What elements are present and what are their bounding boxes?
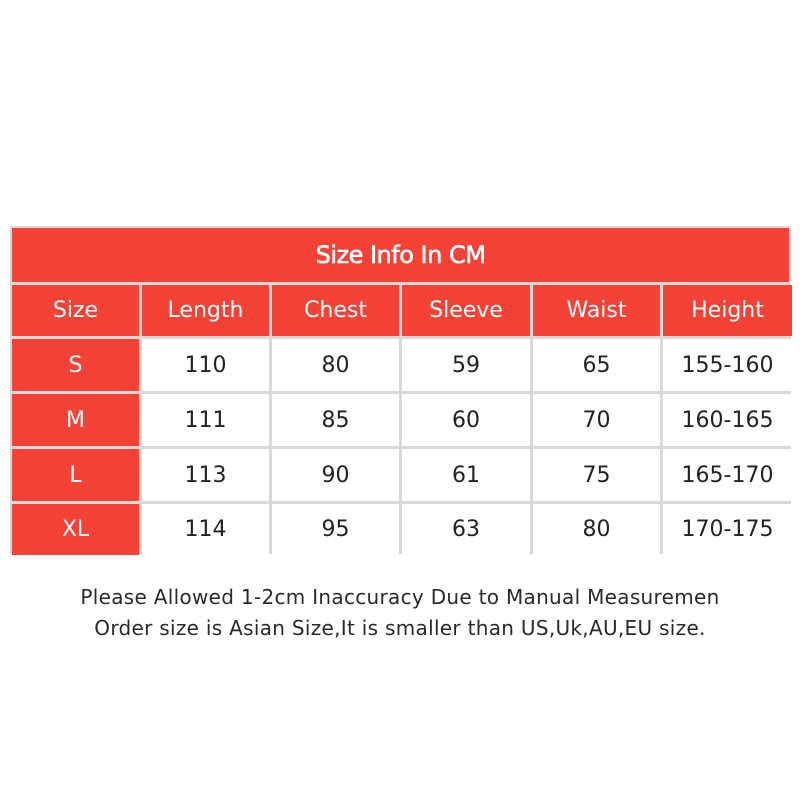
header-chest: Chest bbox=[272, 285, 399, 336]
table-cell: 65 bbox=[533, 339, 660, 391]
table-cell: 113 bbox=[142, 449, 269, 501]
table-cell: 110 bbox=[142, 339, 269, 391]
header-size: Size bbox=[12, 285, 139, 336]
table-cell: 80 bbox=[533, 504, 660, 555]
table-cell: 114 bbox=[142, 504, 269, 555]
table-cell: 61 bbox=[402, 449, 530, 501]
size-grid bbox=[12, 285, 789, 552]
size-chart-table bbox=[10, 226, 791, 554]
table-cell: 80 bbox=[272, 339, 399, 391]
table-cell: 59 bbox=[402, 339, 530, 391]
table-cell: 75 bbox=[533, 449, 660, 501]
row-size-label: XL bbox=[12, 504, 139, 555]
row-size-label: L bbox=[12, 449, 139, 501]
table-cell: 155-160 bbox=[663, 339, 792, 391]
table-cell: 170-175 bbox=[663, 504, 792, 555]
header-height: Height bbox=[663, 285, 792, 336]
row-size-label: S bbox=[12, 339, 139, 391]
header-length: Length bbox=[142, 285, 269, 336]
row-size-label: M bbox=[12, 394, 139, 446]
table-cell: 90 bbox=[272, 449, 399, 501]
table-cell: 111 bbox=[142, 394, 269, 446]
table-cell: 63 bbox=[402, 504, 530, 555]
table-cell: 95 bbox=[272, 504, 399, 555]
measurement-note: Please Allowed 1-2cm Inaccuracy Due to Manual Measuremen bbox=[80, 585, 720, 609]
header-sleeve: Sleeve bbox=[402, 285, 530, 336]
table-cell: 60 bbox=[402, 394, 530, 446]
table-cell: 160-165 bbox=[663, 394, 792, 446]
header-waist: Waist bbox=[533, 285, 660, 336]
size-note: Order size is Asian Size,It is smaller than US,Uk,AU,EU size. bbox=[94, 616, 706, 640]
table-cell: 70 bbox=[533, 394, 660, 446]
table-cell: 85 bbox=[272, 394, 399, 446]
table-title: Size Info In CM bbox=[12, 228, 789, 282]
table-cell: 165-170 bbox=[663, 449, 792, 501]
